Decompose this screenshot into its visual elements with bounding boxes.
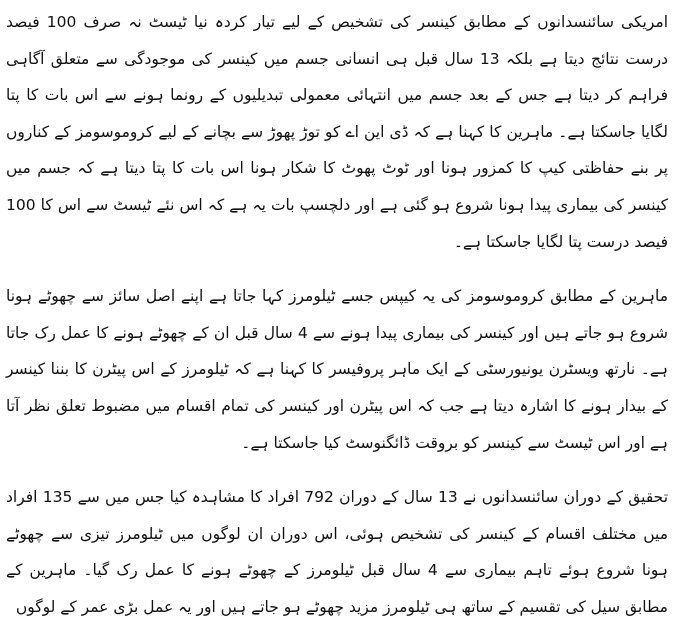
paragraph-telomeres-explanation: ماہرین کے مطابق کروموسومز کی یہ کیپس جسے ٹیلومرز کہا جاتا ہے اپنے اصل سائز سے چھوٹے ہونا شروع ہو جاتے ہیں اور کینسر کی بیماری پیدا ہونے سے 4 سال قبل ان کے چھوٹے ہونے کا عمل رک جاتا ہے۔ نارتھ ویسٹرن یونیورسٹی کے ایک ماہر پروفیسر کا کہنا ہے کہ ٹیلومرز کے اس پیٹرن کا بننا کینسر کے بیدار ہونے کا اشارہ دیتا ہے جب کہ اس پیٹرن اور کینسر کی تمام اقسام میں مضبوط تعلق نظر آتا ہے اور اس ٹیسٹ سے کینسر کو بروقت ڈائگنوسٹ کیا جاسکتا ہے۔ <box>6 287 668 452</box>
article-body <box>6 4 668 626</box>
paragraph-cancer-test-intro: امریکی سائنسدانوں کے مطابق کینسر کی تشخیص کے لیے تیار کردہ نیا ٹیسٹ نہ صرف 100 فیصد درست نتائج دیتا ہے بلکہ 13 سال قبل ہی انسانی جسم میں کینسر کی موجودگی سے متعلق آگاہی فراہم کر دیتا ہے جس کے بعد جسم میں انتہائی معمولی تبدیلیوں کے رونما ہونے سے اس بات کا پتا لگایا جاسکتا ہے۔ ماہرین کا کہنا ہے کہ ڈی این اے کو توڑ پھوڑ سے بچانے کے لیے کروموسومز کے کناروں پر بنے حفاظتی کیپ کا کمزور ہونا اور ٹوٹ پھوٹ کا شکار ہونا اس بات کا پتا دیتا ہے کہ جسم میں کینسر کی بیماری پیدا ہونا شروع ہو گئی ہے اور دلچسپ بات یہ ہے کہ اس نئے ٹیسٹ سے اس کا 100 فیصد درست پتا لگایا جاسکتا ہے۔ <box>6 13 668 251</box>
paragraph-research-findings: تحقیق کے دوران سائنسدانوں نے 13 سال کے دوران 792 افراد کا مشاہدہ کیا جس میں سے 135 افراد میں مختلف اقسام کے کینسر کی تشخیص ہوئی، اس دوران ان لوگوں میں ٹیلومرز تیزی سے چھوٹے ہونا شروع ہوئے تاہم بیماری سے 4 سال قبل ٹیلومرز کے چھوٹے ہونے کا عمل رک گیا۔ ماہرین کے مطابق سیل کی تقسیم کے ساتھ ہی ٹیلومرز مزید چھوٹے ہو جاتے ہیں اور یہ عمل بڑی عمر کے لوگوں <box>6 488 669 616</box>
